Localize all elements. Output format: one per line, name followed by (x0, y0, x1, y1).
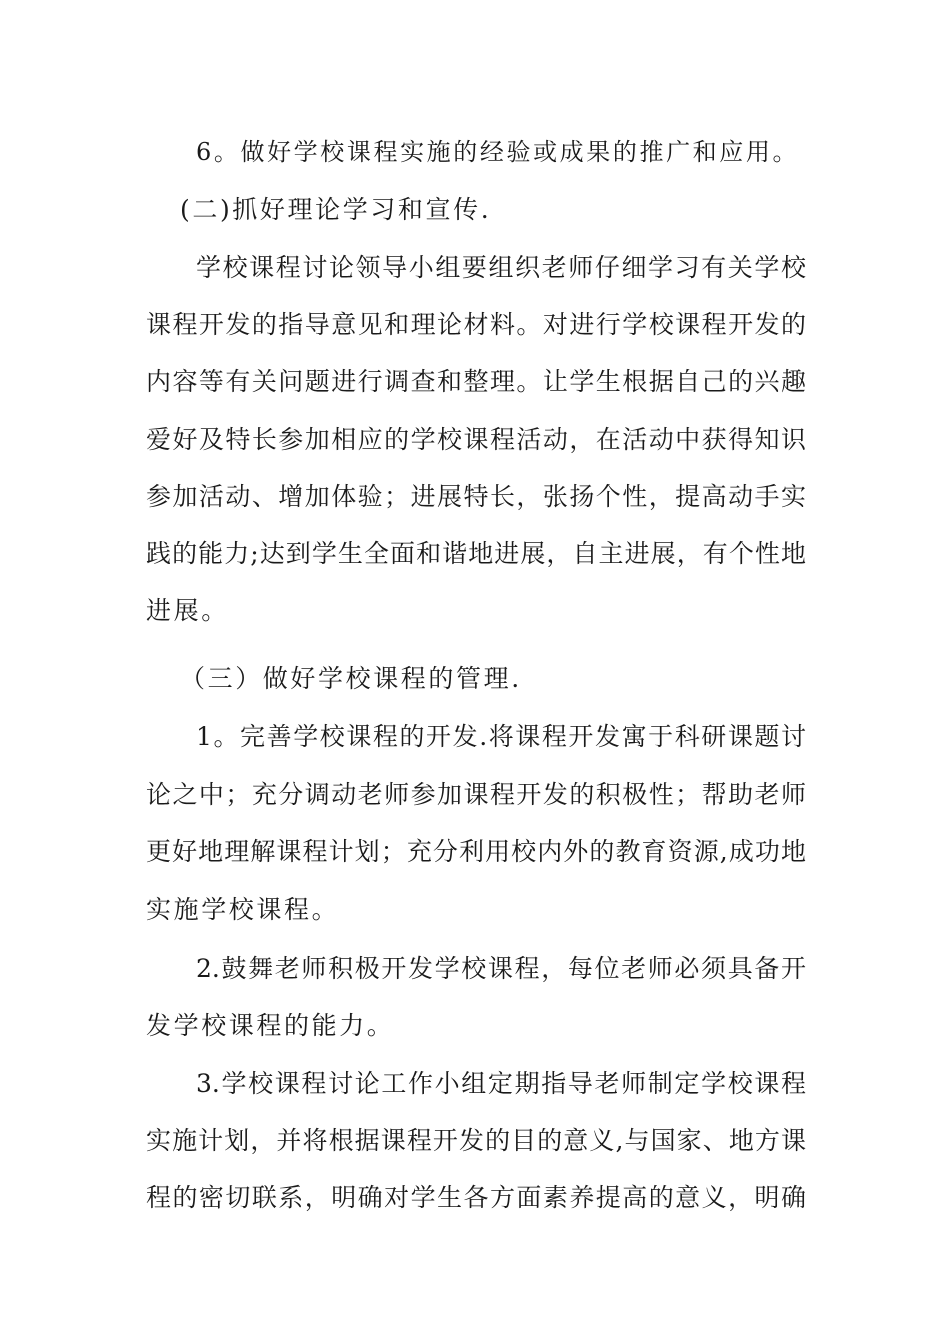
paragraph-line: 进展。 (146, 596, 229, 625)
paragraph-line: 参加活动、增加体验；进展特长，张扬个性，提高动手实 (146, 482, 806, 511)
paragraph-line: 课程开发的指导意见和理论材料。对进行学校课程开发的 (146, 310, 806, 339)
section-heading: （三）做好学校课程的管理. (180, 664, 522, 693)
paragraph-line: 6。做好学校课程实施的经验或成果的推广和应用。 (196, 138, 800, 166)
section-heading: (二)抓好理论学习和宣传. (180, 195, 492, 224)
paragraph-line: 学校课程讨论领导小组要组织老师仔细学习有关学校 (196, 253, 806, 282)
paragraph-line: 程的密切联系，明确对学生各方面素养提高的意义，明确 (146, 1183, 806, 1212)
paragraph-line: 更好地理解课程计划；充分利用校内外的教育资源,成功地 (146, 837, 806, 866)
paragraph-line: 爱好及特长参加相应的学校课程活动，在活动中获得知识 (146, 425, 806, 454)
paragraph-line: 实施计划，并将根据课程开发的目的意义,与国家、地方课 (146, 1126, 806, 1155)
paragraph-line: 内容等有关问题进行调查和整理。让学生根据自己的兴趣 (146, 367, 806, 396)
paragraph-line: 2.鼓舞老师积极开发学校课程，每位老师必须具备开 (196, 954, 806, 983)
paragraph-line: 1。完善学校课程的开发.将课程开发寓于科研课题讨 (196, 722, 806, 751)
paragraph-line: 发学校课程的能力。 (146, 1011, 395, 1040)
paragraph-line: 践的能力;达到学生全面和谐地进展，自主进展，有个性地 (146, 539, 806, 568)
paragraph-line: 论之中；充分调动老师参加课程开发的积极性；帮助老师 (146, 780, 806, 809)
paragraph-line: 实施学校课程。 (146, 895, 340, 924)
paragraph-line: 3.学校课程讨论工作小组定期指导老师制定学校课程 (196, 1069, 806, 1098)
